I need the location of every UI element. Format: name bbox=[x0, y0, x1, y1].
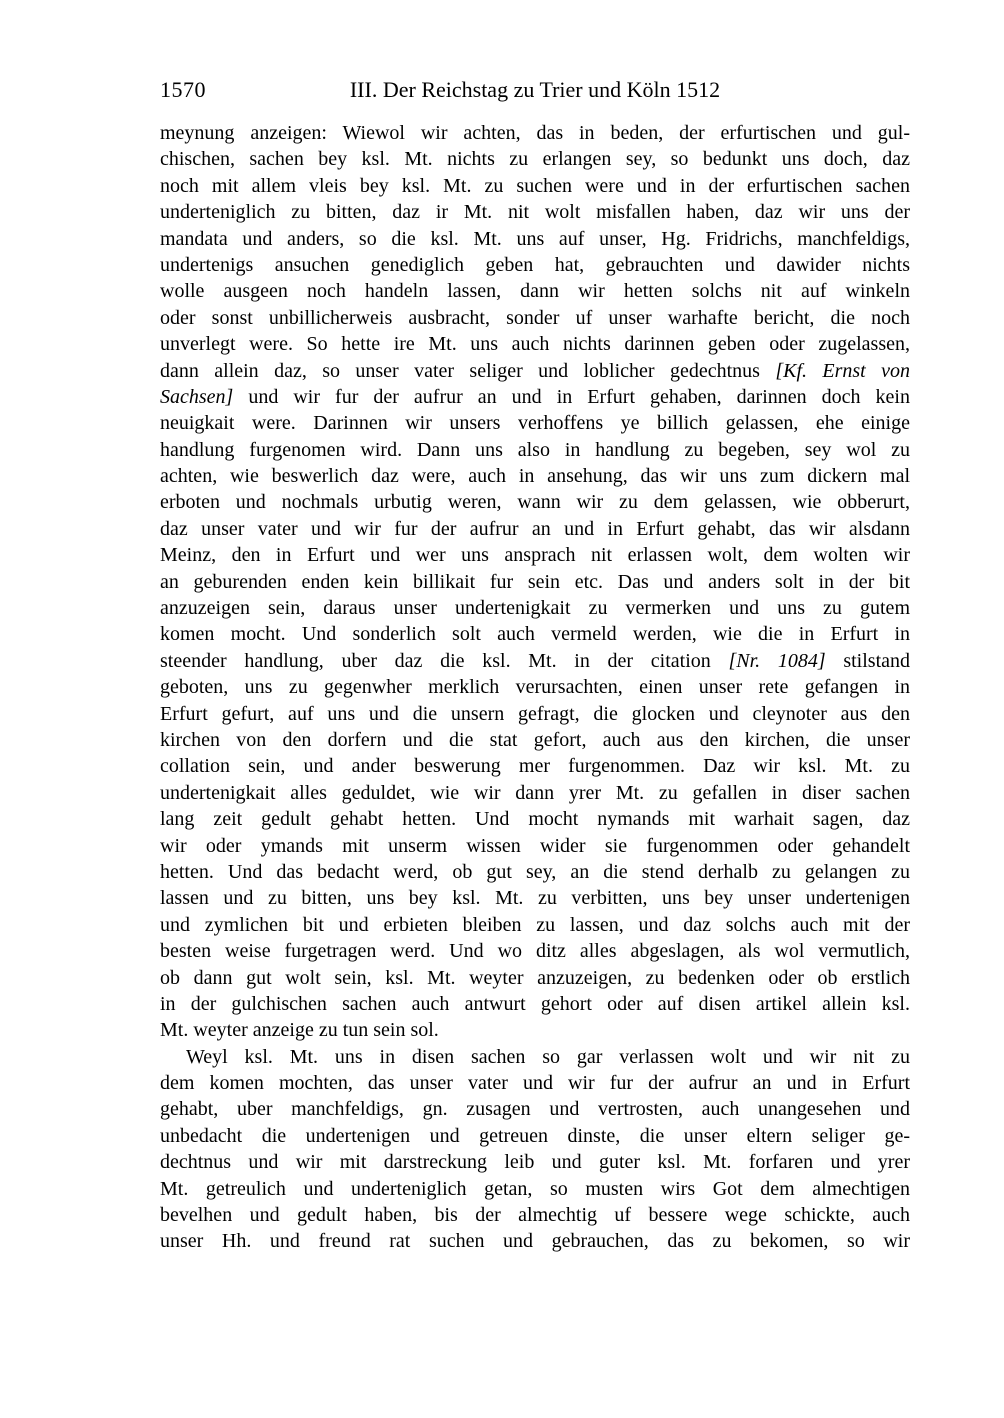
text-line bbox=[160, 912, 910, 938]
text-segment: Weyl ksl. Mt. uns in disen sachen so gar verlassen wolt und wir nit zu bbox=[186, 1045, 910, 1068]
text-line bbox=[160, 489, 910, 515]
text-segment: stilstand bbox=[825, 649, 911, 672]
text-line bbox=[160, 806, 910, 832]
text-line bbox=[160, 384, 910, 410]
text-segment: noch mit allem vleis bey ksl. Mt. zu suchen were und in der erfurtischen sachen bbox=[160, 174, 910, 197]
text-segment: erboten und nochmals urbutig weren, wann wir zu dem gelassen, wie obberurt, bbox=[160, 491, 910, 514]
text-segment: in der gulchischen sachen auch antwurt gehort oder auf disen artikel allein ksl. bbox=[160, 992, 910, 1015]
text-line bbox=[160, 569, 910, 595]
text-line bbox=[160, 648, 910, 674]
text-line bbox=[160, 701, 910, 727]
text-line bbox=[160, 358, 910, 384]
text-segment: collation sein, und ander beswerung mer furgenommen. Daz wir ksl. Mt. zu bbox=[160, 755, 910, 778]
text-line bbox=[160, 437, 910, 463]
text-line bbox=[160, 1228, 910, 1254]
text-line bbox=[160, 1149, 910, 1175]
running-title: III. Der Reichstag zu Trier und Köln 1512 bbox=[349, 77, 721, 102]
text-segment: handlung furgenomen wird. Dann uns also in handlung zu begeben, sey wol zu bbox=[160, 438, 910, 461]
text-line bbox=[160, 331, 910, 357]
text-line bbox=[160, 833, 910, 859]
text-line bbox=[160, 463, 910, 489]
text-line bbox=[160, 780, 910, 806]
text-segment: lang zeit gedult gehabt hetten. Und mocht nymands mit warhait sagen, daz bbox=[160, 808, 910, 831]
text-line bbox=[160, 1123, 910, 1149]
paragraph bbox=[160, 120, 910, 1044]
text-segment: undertenigs ansuchen genediglich geben hat, gebrauchten und dawider nichts bbox=[160, 253, 910, 276]
editorial-note: [Kf. Ernst von bbox=[775, 359, 910, 382]
text-segment: unbedacht die undertenigen und getreuen dinste, die unser eltern seliger ge- bbox=[160, 1124, 910, 1147]
text-line bbox=[160, 410, 910, 436]
text-segment: achten, wie beswerlich daz were, auch in ansehung, das wir uns zum dickern mal bbox=[160, 465, 910, 488]
text-segment: meynung anzeigen: Wiewol wir achten, das in beden, der erfurtischen und gul- bbox=[160, 122, 910, 144]
text-line bbox=[160, 305, 910, 331]
text-segment: komen mocht. Und sonderlich solt auch vermeld werden, wie die in Erfurt in bbox=[160, 623, 910, 646]
text-segment: wir oder ymands mit unserm wissen wider sie furgenommen oder gehandelt bbox=[160, 834, 910, 857]
text-line bbox=[160, 516, 910, 542]
text-line bbox=[160, 753, 910, 779]
text-segment: Mt. weyter anzeige zu tun sein sol. bbox=[160, 1019, 439, 1042]
text-segment: dem komen mochten, das unser vater und wir fur der aufrur an und in Erfurt bbox=[160, 1072, 910, 1095]
text-segment: anzuzeigen sein, daraus unser undertenigkait zu vermerken und uns zu gutem bbox=[160, 597, 910, 620]
text-line bbox=[160, 1096, 910, 1122]
text-line bbox=[160, 991, 910, 1017]
text-line bbox=[160, 859, 910, 885]
page-body bbox=[160, 120, 910, 1255]
text-segment: und zymlichen bit und erbieten bleiben zu lassen, und daz solchs auch mit der bbox=[160, 913, 910, 936]
text-segment: hetten. Und das bedacht werd, ob gut sey, an die stend derhalb zu gelangen zu bbox=[160, 860, 910, 883]
text-segment: Erfurt gefurt, auf uns und die unsern gefragt, die glocken und cleynoter aus den bbox=[160, 702, 910, 725]
text-segment: unser Hh. und freund rat suchen und gebrauchen, das zu bekomen, so wir bbox=[160, 1230, 910, 1253]
text-segment: geboten, uns zu gegenwher merklich verursachten, einen unser rete gefangen in bbox=[160, 676, 910, 699]
text-line bbox=[160, 146, 910, 172]
text-segment: unverlegt were. So hette ire Mt. uns auch nichts darinnen geben oder zugelassen, bbox=[160, 333, 910, 356]
text-line bbox=[160, 1070, 910, 1096]
text-line bbox=[160, 173, 910, 199]
text-line bbox=[160, 1017, 910, 1043]
editorial-note: Sachsen] bbox=[160, 385, 234, 408]
text-segment: Mt. getreulich und underteniglich getan, so musten wirs Got dem almechtigen bbox=[160, 1177, 910, 1200]
text-segment: wolle ausgeen noch handeln lassen, dann wir hetten solchs nit auf winkeln bbox=[160, 280, 910, 303]
text-line bbox=[160, 1176, 910, 1202]
text-segment: lassen und zu bitten, uns bey ksl. Mt. zu verbitten, uns bey unser undertenigen bbox=[160, 887, 910, 910]
text-segment: gehabt, uber manchfeldigs, gn. zusagen und vertrosten, auch unangesehen und bbox=[160, 1098, 910, 1121]
text-segment: dechtnus und wir mit darstreckung leib und guter ksl. Mt. forfaren und yrer bbox=[160, 1151, 910, 1174]
text-segment: steender handlung, uber daz die ksl. Mt. in der citation bbox=[160, 649, 729, 672]
text-segment: ob dann gut wolt sein, ksl. Mt. weyter anzuzeigen, zu bedenken oder ob erstlich bbox=[160, 966, 910, 989]
text-line bbox=[160, 1202, 910, 1228]
text-line bbox=[160, 727, 910, 753]
text-segment: und wir fur der aufrur an und in Erfurt gehaben, darinnen doch kein bbox=[233, 385, 910, 408]
text-line bbox=[160, 965, 910, 991]
text-segment: an geburenden enden kein billikait fur sein etc. Das und anders solt in der bit bbox=[160, 570, 910, 593]
text-line bbox=[160, 621, 910, 647]
text-segment: underteniglich zu bitten, daz ir Mt. nit wolt misfallen haben, daz wir uns der bbox=[160, 201, 910, 224]
text-segment: bevelhen und gedult haben, bis der almechtig uf bessere wege schickte, auch bbox=[160, 1204, 910, 1227]
text-segment: chischen, sachen bey ksl. Mt. nichts zu erlangen sey, so bedunkt uns doch, daz bbox=[160, 148, 910, 171]
text-segment: kirchen von den dorfern und die stat gefort, auch aus den kirchen, die unser bbox=[160, 728, 910, 751]
text-line bbox=[160, 938, 910, 964]
text-line bbox=[160, 542, 910, 568]
text-segment: oder sonst unbillicherweis ausbracht, sonder uf unser warhafte bericht, die noch bbox=[160, 306, 910, 329]
text-segment: neuigkait were. Darinnen wir unsers verhoffens ye billich gelassen, ehe einige bbox=[160, 412, 910, 435]
text-line bbox=[160, 595, 910, 621]
text-segment: daz unser vater und wir fur der aufrur an und in Erfurt gehabt, das wir alsdann bbox=[160, 517, 910, 540]
text-line bbox=[160, 278, 910, 304]
text-line bbox=[160, 199, 910, 225]
text-line bbox=[160, 1044, 910, 1070]
page-number: 1570 bbox=[160, 77, 206, 102]
text-segment: besten weise furgetragen werd. Und wo ditz alles abgeslagen, als wol vermutlich, bbox=[160, 940, 910, 963]
text-line bbox=[160, 226, 910, 252]
page-header bbox=[160, 76, 910, 106]
text-line bbox=[160, 885, 910, 911]
text-segment: undertenigkait alles geduldet, wie wir dann yrer Mt. zu gefallen in diser sachen bbox=[160, 781, 910, 804]
editorial-note: [Nr. 1084] bbox=[728, 649, 826, 672]
text-line bbox=[160, 120, 910, 146]
paragraph bbox=[160, 1044, 910, 1255]
text-segment: dann allein daz, so unser vater seliger und loblicher gedechtnus bbox=[160, 359, 776, 382]
text-line bbox=[160, 252, 910, 278]
text-segment: mandata und anders, so die ksl. Mt. uns auf unser, Hg. Fridrichs, manchfeldigs, bbox=[160, 227, 910, 250]
text-segment: Meinz, den in Erfurt und wer uns ansprach nit erlassen wolt, dem wolten wir bbox=[160, 544, 910, 567]
text-line bbox=[160, 674, 910, 700]
